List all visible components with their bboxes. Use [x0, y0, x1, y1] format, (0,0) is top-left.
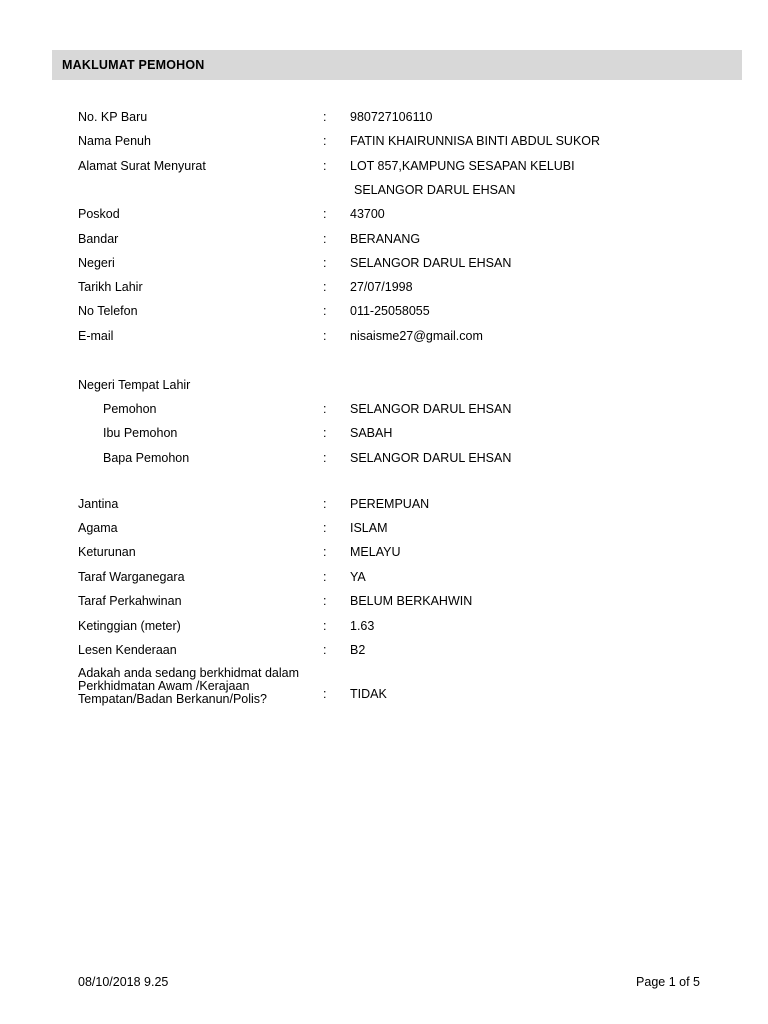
field-label: Nama Penuh	[78, 134, 151, 148]
field-label: Agama	[78, 521, 118, 535]
field-value: SELANGOR DARUL EHSAN	[350, 256, 512, 270]
field-colon: :	[323, 521, 327, 535]
footer-page-number: Page 1 of 5	[636, 975, 700, 989]
field-value: 43700	[350, 207, 385, 221]
field-colon: :	[323, 232, 327, 246]
field-value: MELAYU	[350, 545, 401, 559]
field-value: SELANGOR DARUL EHSAN	[350, 451, 512, 465]
field-value: 1.63	[350, 619, 375, 633]
field-colon: :	[323, 643, 327, 657]
field-label: No Telefon	[78, 304, 138, 318]
field-value: SABAH	[350, 426, 393, 440]
field-label: Taraf Warganegara	[78, 570, 185, 584]
field-label: Jantina	[78, 497, 119, 511]
field-value: ISLAM	[350, 521, 388, 535]
field-colon: :	[323, 280, 327, 294]
field-label: No. KP Baru	[78, 110, 148, 124]
field-colon: :	[323, 451, 327, 465]
field-label: Negeri	[78, 256, 115, 270]
field-value: 980727106110	[350, 110, 433, 124]
field-value: TIDAK	[350, 687, 387, 701]
field-label: Tarikh Lahir	[78, 280, 143, 294]
field-label: Lesen Kenderaan	[78, 643, 177, 657]
field-value: 27/07/1998	[350, 280, 413, 294]
field-label: Poskod	[78, 207, 120, 221]
field-colon: :	[323, 545, 327, 559]
field-colon: :	[323, 619, 327, 633]
field-label: Taraf Perkahwinan	[78, 594, 182, 608]
footer-datetime: 08/10/2018 9.25	[78, 975, 169, 989]
field-colon: :	[323, 329, 327, 343]
field-colon: :	[323, 570, 327, 584]
field-label: Bandar	[78, 232, 119, 246]
field-label: Alamat Surat Menyurat	[78, 159, 206, 173]
section-header	[52, 50, 742, 80]
tempat-lahir-heading: Negeri Tempat Lahir	[78, 378, 191, 392]
field-colon: :	[323, 256, 327, 270]
field-label: E-mail	[78, 329, 114, 343]
field-colon: :	[323, 207, 327, 221]
field-value: LOT 857,KAMPUNG SESAPAN KELUBI	[350, 159, 575, 173]
field-colon: :	[323, 134, 327, 148]
field-colon: :	[323, 594, 327, 608]
field-label: Ketinggian (meter)	[78, 619, 181, 633]
field-value: BELUM BERKAHWIN	[350, 594, 473, 608]
field-value: B2	[350, 643, 366, 657]
field-value: nisaisme27@gmail.com	[350, 329, 483, 343]
section-title: MAKLUMAT PEMOHON	[62, 58, 205, 72]
field-colon: :	[323, 110, 327, 124]
field-value-continued: SELANGOR DARUL EHSAN	[354, 183, 516, 197]
field-colon: :	[323, 159, 327, 173]
field-label: Keturunan	[78, 545, 136, 559]
field-colon: :	[323, 687, 327, 701]
field-label: Adakah anda sedang berkhidmat dalam Perkhidmatan Awam /Kerajaan Tempatan/Badan Berkanun/Polis?	[78, 666, 299, 706]
field-label: Bapa Pemohon	[103, 451, 190, 465]
field-value: SELANGOR DARUL EHSAN	[350, 402, 512, 416]
field-value: YA	[350, 570, 366, 584]
field-label: Pemohon	[103, 402, 157, 416]
field-label: Ibu Pemohon	[103, 426, 178, 440]
field-value: 011-25058055	[350, 304, 430, 318]
field-value: FATIN KHAIRUNNISA BINTI ABDUL SUKOR	[350, 134, 601, 148]
field-colon: :	[323, 304, 327, 318]
field-colon: :	[323, 426, 327, 440]
field-colon: :	[323, 497, 327, 511]
field-colon: :	[323, 402, 327, 416]
field-value: PEREMPUAN	[350, 497, 430, 511]
field-value: BERANANG	[350, 232, 421, 246]
